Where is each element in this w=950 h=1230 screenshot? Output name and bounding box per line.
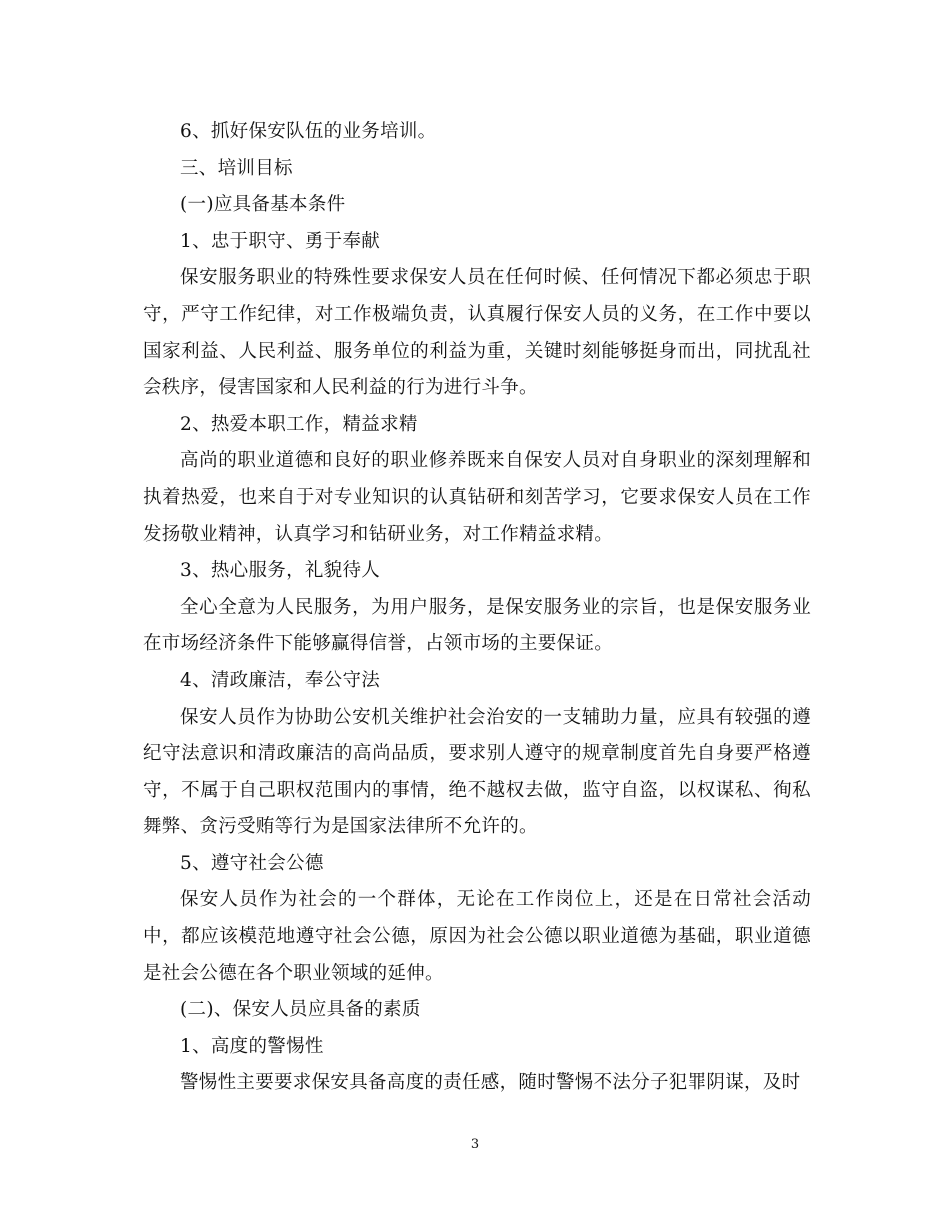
paragraph: 高尚的职业道德和良好的职业修养既来自保安人员对自身职业的深刻理解和执着热爱，也来自于对专业知识的认真钻研和刻苦学习，它要求保安人员在工作发扬敬业精神，认真学习和钻研业务，对工作精益求精。 bbox=[143, 450, 811, 545]
paragraph: 6、抓好保安队伍的业务培训。 bbox=[180, 121, 437, 142]
subsection-heading: (一)应具备基本条件 bbox=[180, 194, 346, 216]
paragraph: 警惕性主要要求保安具备高度的责任感，随时警惕不法分子犯罪阴谋，及时 bbox=[180, 1072, 801, 1094]
subsection-heading: (二)、保安人员应具备的素质 bbox=[180, 999, 421, 1021]
item-heading: 2、热爱本职工作，精益求精 bbox=[180, 413, 418, 435]
paragraph: 保安人员作为协助公安机关维护社会治安的一支辅助力量，应具有较强的遵纪守法意识和清政廉洁的高尚品质，要求别人遵守的规章制度首先自身要严格遵守，不属于自己职权范围内的事情，绝不越权去做，监守自盗，以权谋私、徇私舞弊、贪污受贿等行为是国家法律所不允许的。 bbox=[143, 706, 811, 838]
paragraph: 保安服务职业的特殊性要求保安人员在任何时候、任何情况下都必须忠于职守，严守工作纪律，对工作极端负责，认真履行保安人员的义务，在工作中要以国家利益、人民利益、服务单位的利益为重，关键时刻能够挺身而出，同扰乱社会秩序，侵害国家和人民利益的行为进行斗争。 bbox=[143, 267, 811, 399]
item-heading: 4、清政廉洁，奉公守法 bbox=[180, 669, 381, 691]
section-heading: 三、培训目标 bbox=[180, 157, 293, 179]
paragraph: 保安人员作为社会的一个群体，无论在工作岗位上，还是在日常社会活动中，都应该模范地遵守社会公德，原因为社会公德以职业道德为基础，职业道德是社会公德在各个职业领域的延伸。 bbox=[143, 889, 811, 984]
document-body bbox=[143, 114, 811, 1102]
item-heading: 5、遵守社会公德 bbox=[180, 852, 324, 874]
item-heading: 3、热心服务，礼貌待人 bbox=[180, 560, 381, 582]
item-heading: 1、高度的警惕性 bbox=[180, 1035, 324, 1057]
page-number: 3 bbox=[470, 1137, 480, 1152]
item-heading: 1、忠于职守、勇于奉献 bbox=[180, 230, 381, 252]
paragraph: 全心全意为人民服务，为用户服务，是保安服务业的宗旨，也是保安服务业在市场经济条件下能够赢得信誉，占领市场的主要保证。 bbox=[143, 596, 811, 655]
